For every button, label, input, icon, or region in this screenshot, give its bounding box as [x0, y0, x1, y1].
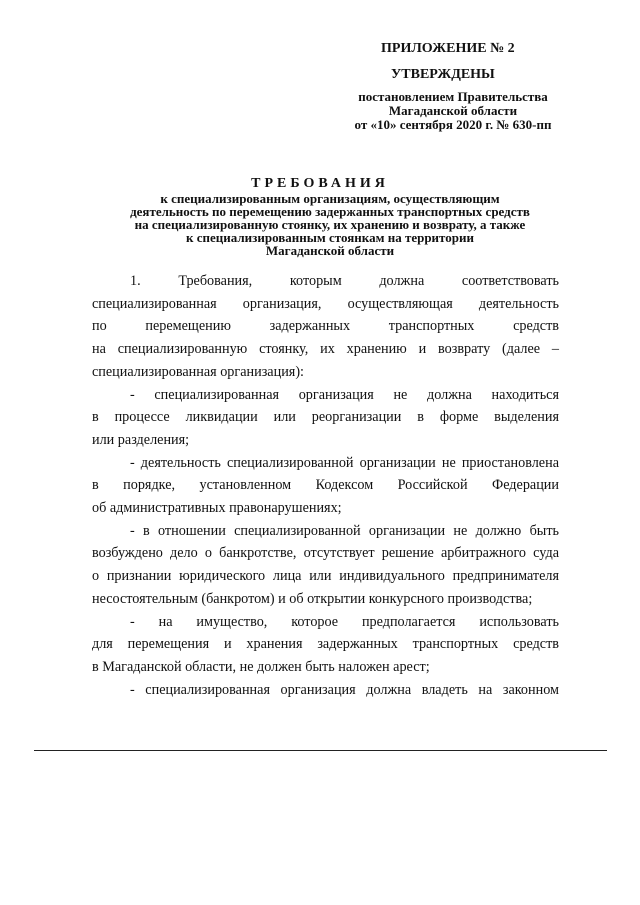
body-line: или разделения;	[92, 431, 190, 448]
body-line: в Магаданской области, не должен быть наложен арест;	[92, 658, 430, 675]
body-line: - специализированная организация не должна находиться	[130, 386, 559, 403]
body-line: - в отношении специализированной организации не должно быть	[130, 522, 559, 539]
decree-reference	[318, 90, 588, 132]
document-title: ТРЕБОВАНИЯ	[251, 176, 389, 191]
document-subtitle	[100, 192, 560, 257]
decree-line: Магаданской области	[388, 103, 518, 118]
body-line: - деятельность специализированной организации не приостановлена	[130, 454, 559, 471]
body-line: в процессе ликвидации или реорганизации в форме выделения	[92, 409, 559, 426]
body-line: по перемещению задержанных транспортных средств	[92, 318, 559, 335]
page-divider	[34, 750, 607, 751]
body-line: об административных правонарушениях;	[92, 500, 342, 516]
body-line: о признании юридического лица или индивидуального предпринимателя	[92, 568, 559, 585]
body-line: специализированная организация, осуществляющая деятельность	[92, 295, 559, 312]
subtitle-line: деятельность по перемещению задержанных транспортных средств	[130, 204, 530, 219]
body-line: - специализированная организация должна владеть на законном	[130, 681, 559, 698]
body-line: в порядке, установленном Кодексом Российской Федерации	[92, 477, 559, 494]
subtitle-line: к специализированным стоянкам на территории	[186, 230, 474, 245]
body-line: возбуждено дело о банкротстве, отсутствует решение арбитражного суда	[92, 545, 559, 562]
subtitle-line: на специализированную стоянку, их хранению и возврату, а также	[134, 217, 526, 232]
body-line: - на имущество, которое предполагается использовать	[130, 613, 559, 630]
body-line: для перемещения и хранения задержанных транспортных средств	[92, 636, 559, 653]
subtitle-line: к специализированным организациям, осуществляющим	[160, 191, 500, 206]
decree-line: от «10» сентября 2020 г. № 630-пп	[354, 117, 552, 132]
body-line: несостоятельным (банкротом) и об открытии конкурсного производства;	[92, 590, 533, 607]
subtitle-line: Магаданской области	[265, 243, 395, 258]
appendix-label: ПРИЛОЖЕНИЕ № 2	[381, 41, 515, 56]
body-line: на специализированную стоянку, их хранению и возврату (далее –	[92, 341, 559, 358]
approved-label: УТВЕРЖДЕНЫ	[391, 67, 495, 82]
body-line: 1. Требования, которым должна соответствовать	[130, 273, 559, 289]
body-line: специализированная организация):	[92, 363, 304, 380]
decree-line: постановлением Правительства	[358, 89, 548, 104]
